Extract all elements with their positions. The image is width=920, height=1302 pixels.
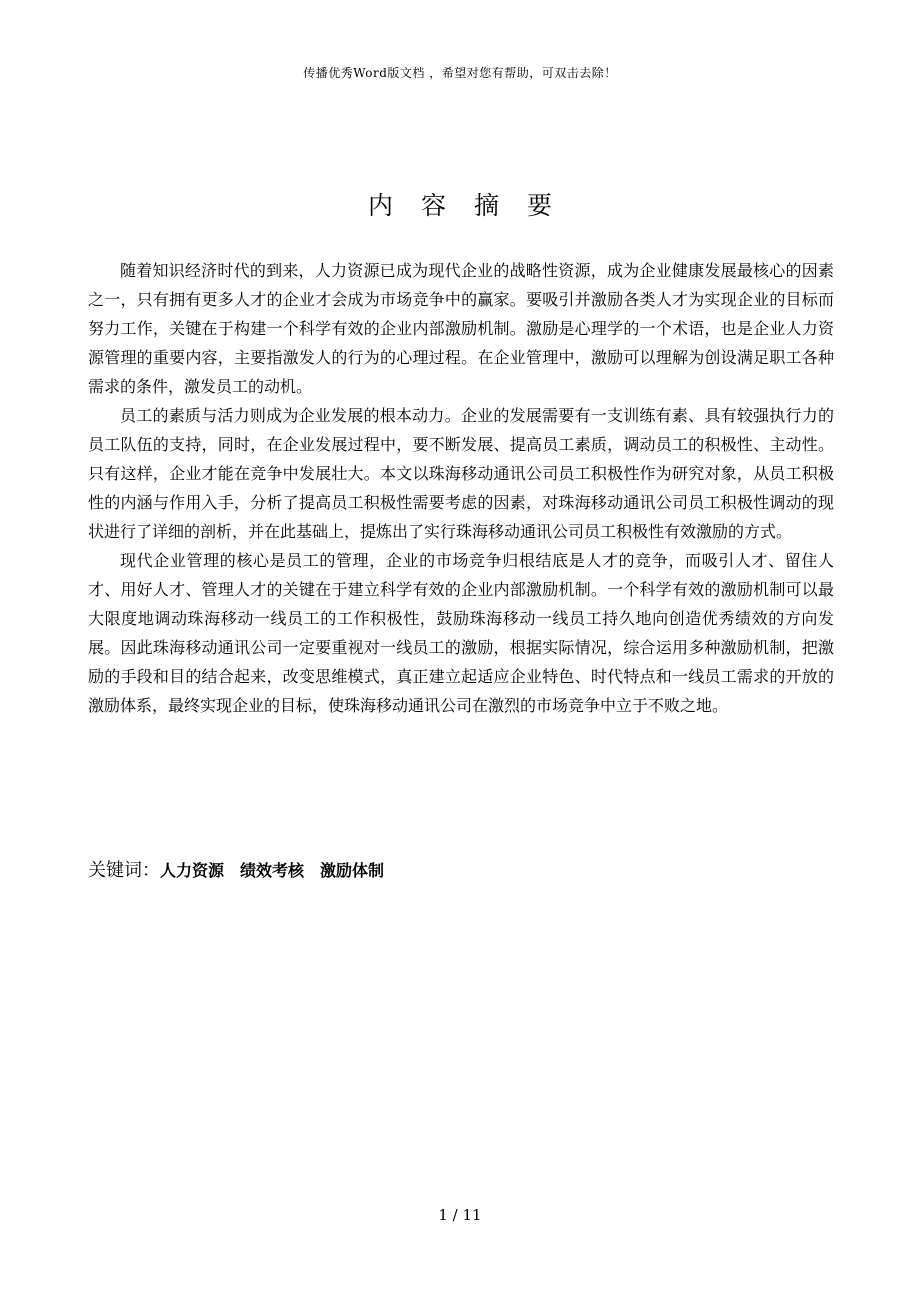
keywords-line [88,856,384,882]
abstract-paragraph-1: 随着知识经济时代的到来，人力资源已成为现代企业的战略性资源，成为企业健康发展最核心的因素之一，只有拥有更多人才的企业才会成为市场竞争中的赢家。要吸引并激励各类人才为实现企业的目标而努力工作，关键在于构建一个科学有效的企业内部激励机制。激励是心理学的一个术语，也是企业人力资源管理的重要内容，主要指激发人的行为的心理过程。在企业管理中，激励可以理解为创设满足职工各种需求的条件，激发员工的动机。 [88,261,834,396]
abstract-paragraph-3: 现代企业管理的核心是员工的管理，企业的市场竞争归根结底是人才的竞争，而吸引人才、留住人才、用好人才、管理人才的关键在于建立科学有效的企业内部激励机制。一个科学有效的激励机制可以最大限度地调动珠海移动一线员工的工作积极性，鼓励珠海移动一线员工持久地向创造优秀绩效的方向发展。因此珠海移动通讯公司一定要重视对一线员工的激励，根据实际情况，综合运用多种激励机制，把激励的手段和目的结合起来，改变思维模式，真正建立起适应企业特色、时代特点和一线员工需求的开放的激励体系，最终实现企业的目标，使珠海移动通讯公司在激烈的市场竞争中立于不败之地。 [88,551,834,715]
page-title: 内容摘要 [367,191,580,220]
abstract-paragraph-2: 员工的素质与活力则成为企业发展的根本动力。企业的发展需要有一支训练有素、具有较强执行力的员工队伍的支持，同时，在企业发展过程中，要不断发展、提高员工素质，调动员工的积极性、主动性。只有这样，企业才能在竞争中发展壮大。本文以珠海移动通讯公司员工积极性作为研究对象，从员工积极性的内涵与作用入手，分析了提高员工积极性需要考虑的因素，对珠海移动通讯公司员工积极性调动的现状进行了详细的剖析，并在此基础上，提炼出了实行珠海移动通讯公司员工积极性有效激励的方式。 [88,406,834,541]
abstract-body [88,256,834,720]
keywords-label: 关键词： [88,860,160,881]
page-number: 1 / 11 [438,1206,482,1224]
header-note: 传播优秀Word版文档 ，希望对您有帮助，可双击去除！ [303,66,617,80]
keywords-terms: 人力资源 绩效考核 激励体制 [160,861,385,880]
